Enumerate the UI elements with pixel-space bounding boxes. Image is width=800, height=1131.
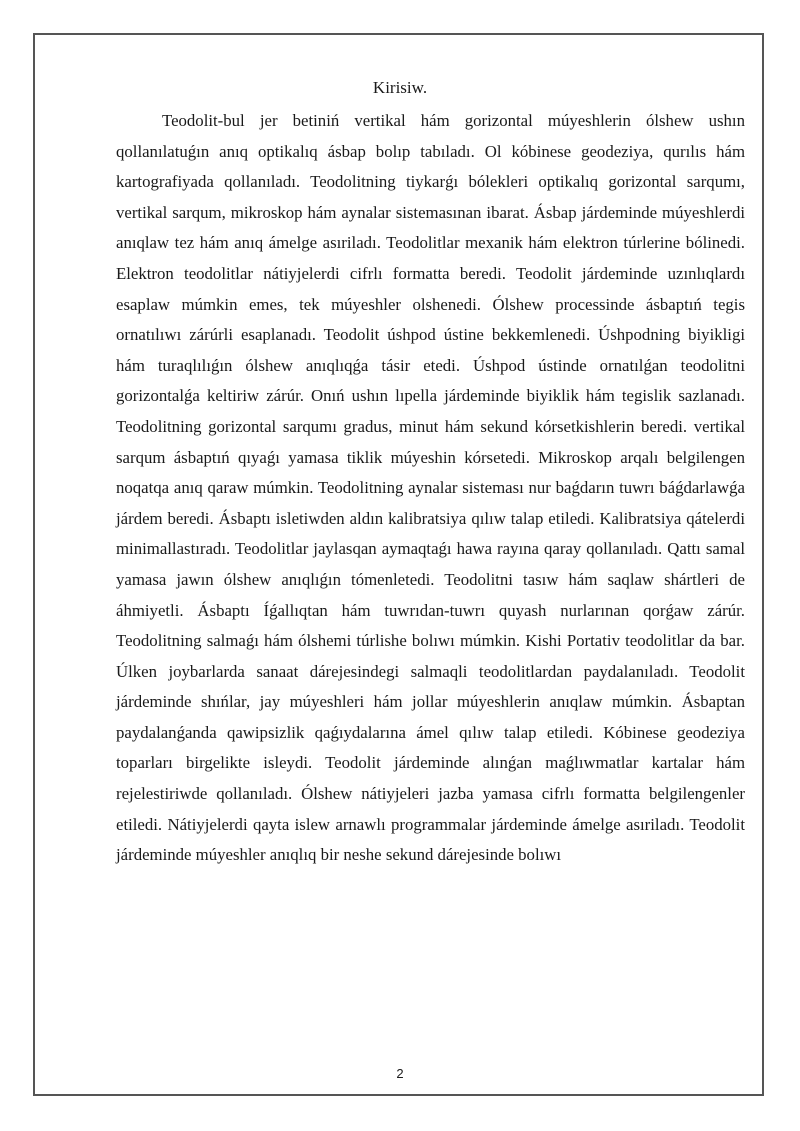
page-number: 2 — [396, 1066, 404, 1081]
body-paragraph: Teodolit-bul jer betiniń vertikal hám gorizontal múyeshlerin ólshew ushın qollanılatuǵın anıq optikalıq ásbap bolıp tabıladı. Ol kóbinese geodeziya, qurılıs hám kartografiyada qollanıladı. Teodolitning tiykarǵı bólekleri optikalıq gorizontal sarqumı, vertikal sarqum, mikroskop hám aynalar sistemasınan ibarat. Ásbap járdeminde múyeshlerdi anıqlaw tez hám anıq ámelge asıriladı. Teodolitlar mexanik hám elektron túrlerine bólinedi. Elektron teodolitlar nátiyjelerdi cifrlı formatta beredi. Teodolit járdeminde uzınlıqlardı esaplaw múmkin emes, tek múyeshler olshenedi. Ólshew processinde ásbaptıń tegis ornatılıwı zárúrli esaplanadı. Teodolit úshpod ústine bekkemlenedi. Úshpodning biyikligi hám turaqlılıǵın ólshew anıqlıqǵa tásir etedi. Úshpod ústinde ornatılǵan teodolitni gorizontalǵa keltiriw zárúr. Onıń ushın lıpella járdeminde biyiklik hám tegislik sazlanadı. Teodolitning gorizontal sarqumı gradus, minut hám sekund kórsetkishlerin beredi. vertikal sarqum ásbaptıń qıyaǵı yamasa tiklik múyeshin kórsetedi. Mikroskop arqalı belgilengen noqatqa anıq qaraw múmkin. Teodolitning aynalar sisteması nur baǵdarın tuwrı báǵdarlawǵa járdem beredi. Ásbaptı isletiwden aldın kalibratsiya qılıw talap etiledi. Kalibratsiya qátelerdi minimallastıradı. Teodolitlar jaylasqan aymaqtaǵı hawa rayına qaray qollanıladı. Qattı samal yamasa jawın ólshew anıqlıǵın tómenletedi. Teodolitni tasıw hám saqlaw shártleri de áhmiyetli. Ásbaptı Íǵallıqtan hám tuwrıdan-tuwrı quyash nurlarınan qorǵaw zárúr. Teodolitning salmaǵı hám ólshemi túrlishe bolıwı múmkin. Kishi Portativ teodolitlar da bar. Úlken joybarlarda sanaat dárejesindegi salmaqli teodolitlardan paydalanıladı. Teodolit járdeminde shıńlar, jay múyeshleri hám jollar múyeshlerin anıqlaw múmkin. Ásbaptan paydalanǵanda qawipsizlik qaǵıydalarına ámel qılıw talap etiledi. Kóbinese geodeziya toparları birgelikte isleydi. Teodolit járdeminde alınǵan maǵlıwmatlar kartalar hám rejelestiriwde qollanıladı. Ólshew nátiyjeleri jazba yamasa cifrlı formatta belgilengenler etiledi. Nátiyjelerdi qayta islew arnawlı programmalar járdeminde ámelge asıriladı. Teodolit járdeminde múyeshler anıqlıq bir neshe sekund dárejesinde bolıwı — [116, 111, 745, 865]
section-heading: Kirisiw. — [372, 78, 428, 97]
